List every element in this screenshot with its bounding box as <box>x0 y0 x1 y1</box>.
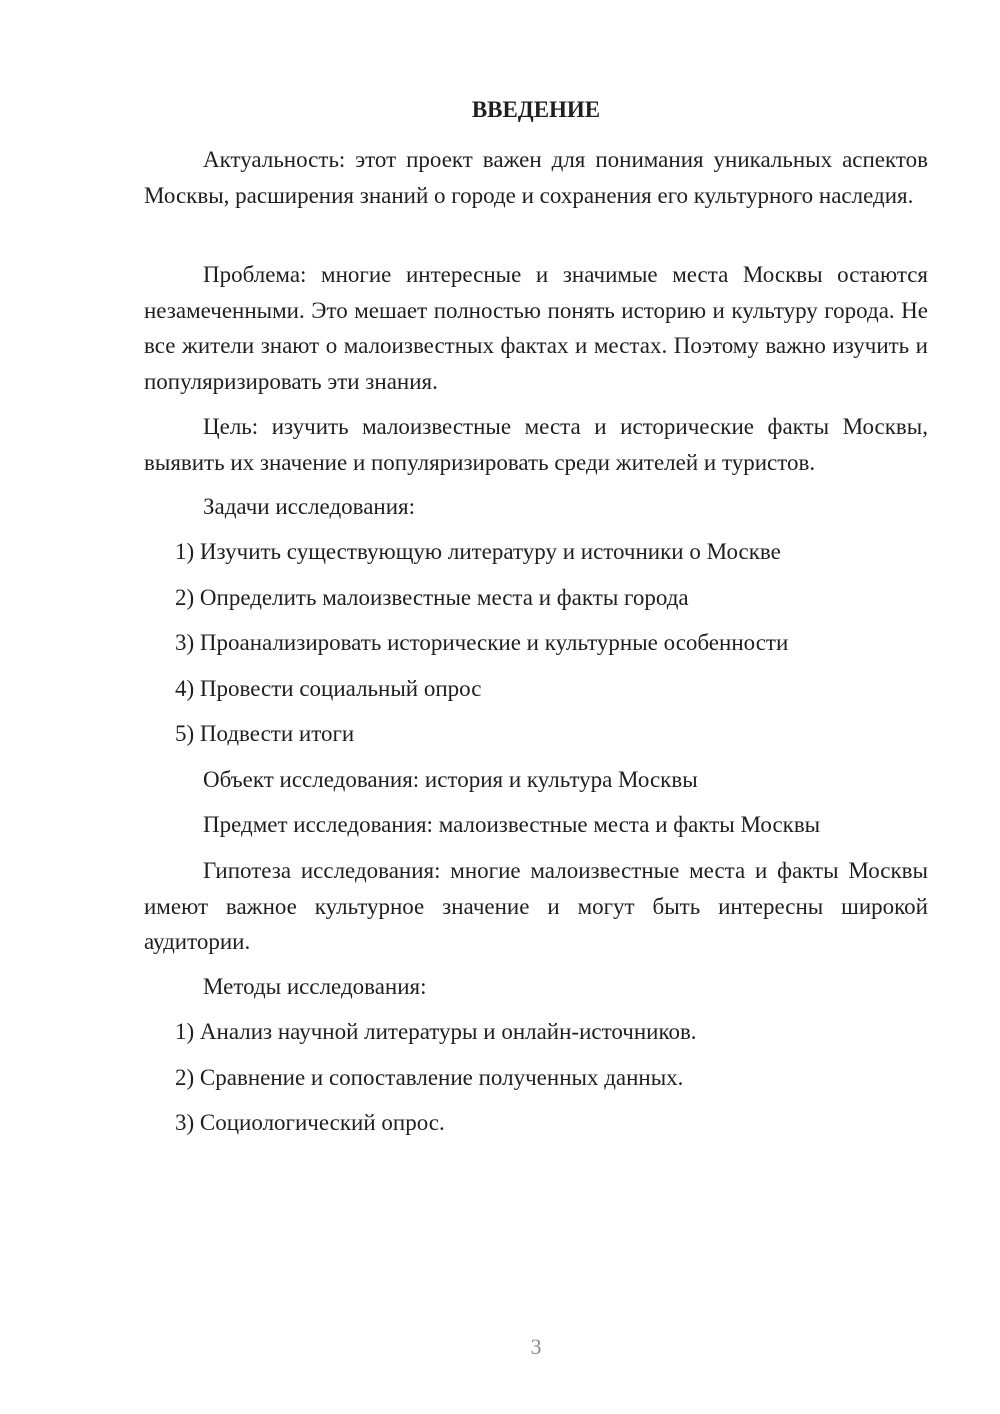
page-title: ВВЕДЕНИЕ <box>471 97 601 122</box>
research-subject: Предмет исследования: малоизвестные места и факты Москвы <box>203 812 821 837</box>
task-item: 1) Изучить существующую литературу и источники о Москве <box>175 539 781 564</box>
hypothesis-paragraph: Гипотеза исследования: многие малоизвестные места и факты Москвы имеют важное культурное значение и могут быть интересны широкой аудитории. <box>144 858 928 954</box>
method-item: 2) Сравнение и сопоставление полученных данных. <box>175 1065 684 1090</box>
page-number: 3 <box>530 1334 542 1359</box>
task-item: 4) Провести социальный опрос <box>175 676 482 701</box>
task-item: 2) Определить малоизвестные места и факты города <box>175 585 689 610</box>
method-item: 3) Социологический опрос. <box>175 1110 445 1135</box>
methods-heading: Методы исследования: <box>203 974 427 999</box>
problem-paragraph: Проблема: многие интересные и значимые места Москвы остаются незамеченными. Это мешает полностью понять историю и культуру города. Не все жители знают о малоизвестных фактах и местах. Поэтому важно изучить и популяризировать эти знания. <box>144 262 928 394</box>
task-item: 5) Подвести итоги <box>175 721 355 746</box>
tasks-heading: Задачи исследования: <box>203 494 416 519</box>
goal-paragraph: Цель: изучить малоизвестные места и исторические факты Москвы, выявить их значение и популяризировать среди жителей и туристов. <box>144 414 928 475</box>
relevance-paragraph: Актуальность: этот проект важен для понимания уникальных аспектов Москвы, расширения знаний о городе и сохранения его культурного наследия. <box>144 147 928 208</box>
method-item: 1) Анализ научной литературы и онлайн-источников. <box>175 1019 697 1044</box>
research-object: Объект исследования: история и культура Москвы <box>203 767 698 792</box>
task-item: 3) Проанализировать исторические и культурные особенности <box>175 630 789 655</box>
